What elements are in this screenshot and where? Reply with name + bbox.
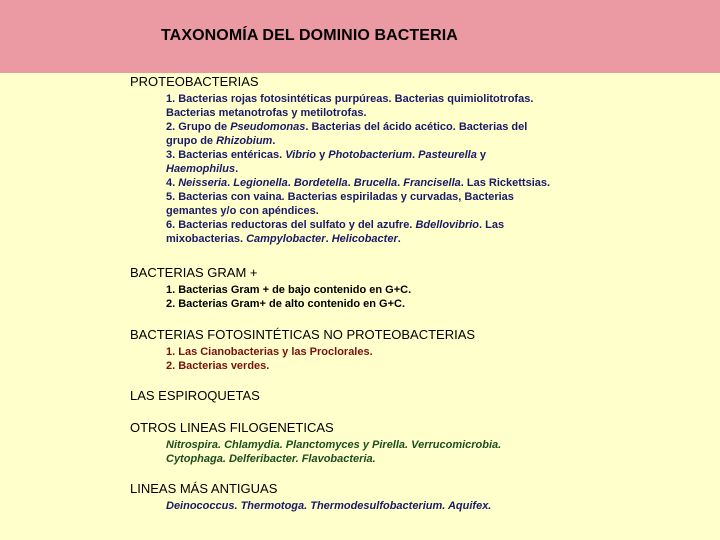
section-lineas-antiguas bbox=[130, 481, 700, 513]
section-espiroquetas bbox=[130, 388, 700, 403]
section-heading: LAS ESPIROQUETAS bbox=[130, 388, 260, 403]
list-item: 4. Neisseria. Legionella. Bordetella. Brucella. Francisella. Las Rickettsias. bbox=[166, 177, 551, 189]
section-items bbox=[166, 438, 700, 466]
list-item: 1. Bacterias rojas fotosintéticas purpúreas. Bacterias quimiolitotrofas. Bacterias metanotrofas y metilotrofas. bbox=[166, 93, 534, 119]
list-item: 5. Bacterias con vaina. Bacterias espiriladas y curvadas, Bacterias gemantes y/o con apéndices. bbox=[166, 191, 514, 217]
section-items bbox=[166, 499, 700, 513]
list-item: 6. Bacterias reductoras del sulfato y del azufre. Bdellovibrio. Las mixobacterias. Campylobacter. Helicobacter. bbox=[166, 219, 505, 245]
section-heading: BACTERIAS GRAM + bbox=[130, 265, 258, 280]
page-title: TAXONOMÍA DEL DOMINIO BACTERIA bbox=[161, 27, 458, 44]
section-fotosinteticas bbox=[130, 327, 700, 373]
list-item: Deinococcus. Thermotoga. Thermodesulfobacterium. Aquifex. bbox=[166, 500, 492, 512]
list-item: 2. Grupo de Pseudomonas. Bacterias del ácido acético. Bacterias del grupo de Rhizobium. bbox=[166, 121, 528, 147]
list-item: Cytophaga. Delferibacter. Flavobacteria. bbox=[166, 453, 376, 465]
section-items bbox=[166, 283, 700, 311]
section-heading: LINEAS MÁS ANTIGUAS bbox=[130, 481, 278, 496]
section-proteobacterias bbox=[130, 74, 700, 246]
list-item: 1. Las Cianobacterias y las Proclorales. bbox=[166, 346, 373, 358]
section-heading: OTROS LINEAS FILOGENETICAS bbox=[130, 420, 334, 435]
section-items bbox=[166, 345, 700, 373]
section-items bbox=[166, 92, 700, 246]
list-item: 2. Bacterias Gram+ de alto contenido en G+C. bbox=[166, 298, 406, 310]
section-gram-positive bbox=[130, 265, 700, 311]
section-otros-lineas bbox=[130, 420, 700, 466]
list-item: 1. Bacterias Gram + de bajo contenido en G+C. bbox=[166, 284, 412, 296]
section-heading: BACTERIAS FOTOSINTÉTICAS NO PROTEOBACTERIAS bbox=[130, 327, 476, 342]
list-item: 3. Bacterias entéricas. Vibrio y Photobacterium. Pasteurella y Haemophilus. bbox=[166, 149, 486, 175]
list-item: 2. Bacterias verdes. bbox=[166, 360, 270, 372]
section-heading: PROTEOBACTERIAS bbox=[130, 74, 259, 89]
list-item: Nitrospira. Chlamydia. Planctomyces y Pirella. Verrucomicrobia. bbox=[166, 439, 502, 451]
